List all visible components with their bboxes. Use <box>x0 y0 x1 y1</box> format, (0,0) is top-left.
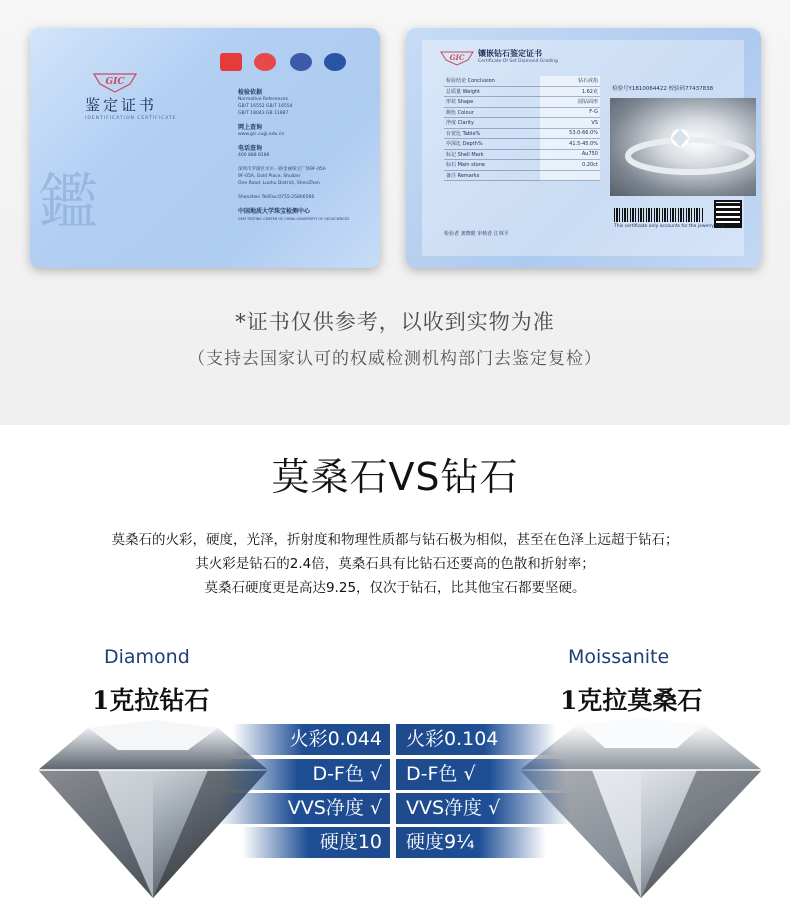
row-value <box>540 170 600 181</box>
row-label: 标记 Shell Mark <box>444 149 540 160</box>
cal-logo <box>254 53 276 71</box>
certificate-row <box>444 107 600 118</box>
moissanite-label-en: Moissanite <box>568 646 670 668</box>
moissanite-clarity-bar: VVS净度 √ <box>396 793 571 824</box>
info-line: 电话查询 <box>238 145 263 152</box>
row-value: 1.62克 <box>540 86 600 97</box>
certificate-note-sub: （支持去国家认可的权威检测机构部门去鉴定复检） <box>188 349 602 369</box>
certificate-table <box>444 76 600 181</box>
info-line: 深圳市罗湖区水贝一路金丽珠宝广场9F-05A <box>238 167 326 172</box>
moissanite-color-bar: D-F色 √ <box>396 759 566 790</box>
row-value: 钻石戒指 <box>540 76 600 86</box>
certificate-photo-band <box>0 0 790 425</box>
row-label: 检验结论 Conclusion <box>444 76 540 86</box>
row-value: 41.5-45.0% <box>540 139 600 150</box>
moissanite-label-cn: 1克拉莫桑石 <box>560 686 703 715</box>
gic-logo <box>92 70 138 94</box>
moissanite-hardness-bar: 硬度9¼ <box>396 827 546 858</box>
gic-logo <box>440 50 474 66</box>
cnas-logo <box>324 53 346 71</box>
row-label: 颜色 Colour <box>444 107 540 118</box>
row-value: F-G <box>540 107 600 118</box>
intro-line: 莫桑石的火彩，硬度，光泽，折射度和物理性质都与钻石极为相似，甚至在色泽上远超于钻石； <box>111 532 679 548</box>
certificate-row <box>444 139 600 150</box>
certificate-subtitle: IDENTIFICATION CERTIFICATE <box>85 116 177 121</box>
barcode-note: This certificate only accounts for the jewelry ring <box>614 224 725 229</box>
diamond-fire-bar: 火彩0.044 <box>232 724 390 755</box>
diamond-label-en: Diamond <box>104 646 190 668</box>
info-line: Shenzhen Tel/Fax:0755-25806566 <box>238 195 315 200</box>
row-label: 净度 Clarity <box>444 118 540 129</box>
svg-text:GIC: GIC <box>449 53 465 62</box>
info-line: 中国地质大学珠宝检测中心 <box>238 208 311 215</box>
seal-watermark: 鑑 <box>38 168 98 238</box>
diamond-hardness-bar: 硬度10 <box>242 827 390 858</box>
certificate-row <box>444 97 600 108</box>
certificate-title: 鉴定证书 <box>85 96 158 114</box>
certificate-row <box>444 170 600 181</box>
certificate-note: *证书仅供参考，以收到实物为准 <box>235 310 555 334</box>
info-line: GEM TESTING CENTER OF CHINA UNIVERSITY OF GEOSCIENCES <box>238 217 350 221</box>
row-label: 总质量 Weight <box>444 86 540 97</box>
info-line: 9F-05A, Gold Place, Shuibei <box>238 174 301 179</box>
certificate-row <box>444 86 600 97</box>
ilac-logo <box>290 53 312 71</box>
row-value: 圆钻面形 <box>540 97 600 108</box>
svg-text:GIC: GIC <box>105 77 125 87</box>
diamond-label-cn: 1克拉钻石 <box>92 686 210 715</box>
info-line: www.gic.cugi.edu.cn <box>238 132 285 137</box>
certificate-numbers: 检验号Y1810064422 校验码77437838 <box>612 86 714 92</box>
comparison-intro <box>0 528 790 600</box>
info-line: Normative References <box>238 97 288 102</box>
moissanite-fire-bar: 火彩0.104 <box>396 724 556 755</box>
diamond-color-bar: D-F色 √ <box>222 759 390 790</box>
row-label: 亭深比 Depth% <box>444 139 540 150</box>
row-value: VS <box>540 118 600 129</box>
row-label: 备注 Remarks <box>444 170 540 181</box>
info-line: 检验依据 <box>238 89 263 96</box>
row-label: 形状 Shape <box>444 97 540 108</box>
certificate-sheet <box>422 40 744 256</box>
barcode <box>614 208 704 222</box>
accreditation-logos <box>220 53 370 73</box>
intro-line: 莫桑石硬度更是高达9.25，仅次于钻石，比其他宝石都要坚硬。 <box>204 580 586 596</box>
info-line: GB/T 18043 GB 11887 <box>238 111 289 116</box>
certificate-row <box>444 149 600 160</box>
intro-line: 其火彩是钻石的2.4倍，莫桑石具有比钻石还要高的色散和折射率； <box>195 556 595 572</box>
certificate-row <box>444 160 600 171</box>
certificate-row <box>444 118 600 129</box>
row-value: 53.0-66.0% <box>540 128 600 139</box>
diamond-clarity-bar: VVS净度 √ <box>217 793 390 824</box>
row-label: 标石 Main stone <box>444 160 540 171</box>
certificate-card-left <box>30 28 380 268</box>
info-line: 400 888 8186 <box>238 153 270 158</box>
ring-photo <box>610 98 756 196</box>
info-line: 网上查询 <box>238 124 263 131</box>
certificate-row <box>444 128 600 139</box>
info-line: One Road, Luohu District, ShenZhen <box>238 181 320 186</box>
comparison-title: 莫桑石VS钻石 <box>271 455 519 499</box>
cma-logo <box>220 53 242 71</box>
certificate-title: 镶嵌钻石鉴定证书 <box>478 49 542 58</box>
info-line: GB/T 16552 GB/T 16554 <box>238 104 293 109</box>
inspector-line: 检验者 龚晓眼 审核者 江林平 <box>444 231 509 237</box>
certificate-subtitle: Certificate Of Set Diamond Grading <box>478 59 558 64</box>
certificate-info <box>238 90 368 223</box>
certificate-row <box>444 76 600 86</box>
row-label: 台宽比 Table% <box>444 128 540 139</box>
row-value: Au750 <box>540 149 600 160</box>
row-value: 0.20ct <box>540 160 600 171</box>
certificate-card-right <box>406 28 761 268</box>
